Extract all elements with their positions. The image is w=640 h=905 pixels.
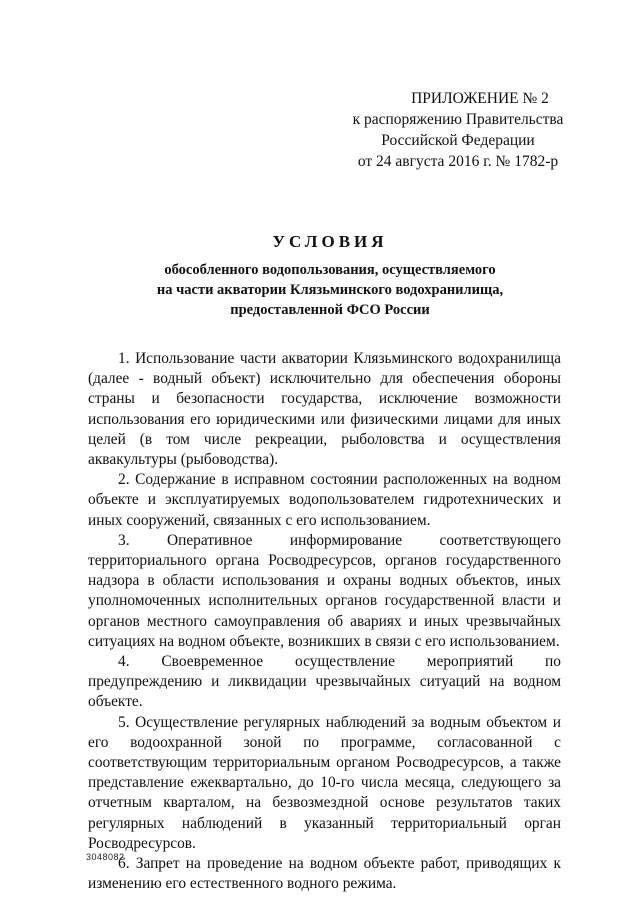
paragraph-1: 1. Использование части акватории Клязьминского водохранилища (далее - водный объект) исключительно для обеспечения обороны страны и безопасности государства, исключение возможности использования его юридическими или физическими лицами для иных целей (в том числе рекреации, рыболовства и осуществления аквакультуры (рыбоводства). bbox=[88, 350, 561, 469]
paragraph-3: 3. Оперативное информирование соответствующего территориального органа Росводресурсов, органов государственного надзора в области использования и охраны водных объектов, иных уполномоченных исполнительных органов государственной власти и органов местного самоуправления об авариях и иных чрезвычайных ситуациях на водном объекте, возникших в связи с его использованием. bbox=[88, 531, 561, 650]
appendix-line-1: к распоряжению Правительства bbox=[352, 111, 564, 128]
paragraph-2: 2. Содержание в исправном состоянии расположенных на водном объекте и эксплуатируемых водопользователем гидротехнических и иных сооружений, связанных с его использованием. bbox=[88, 471, 561, 529]
paragraph-6: 6. Запрет на проведение на водном объекте работ, приводящих к изменению его естественного водного режима. bbox=[88, 855, 561, 893]
subtitle-line-3: предоставленной ФСО России bbox=[230, 302, 430, 318]
appendix-line-2: Российской Федерации bbox=[381, 132, 535, 149]
paragraph-4: 4. Своевременное осуществление мероприятий по предупреждению и ликвидации чрезвычайных ситуаций на водном объекте. bbox=[88, 653, 561, 711]
subtitle-line-1: обособленного водопользования, осуществляемого bbox=[164, 262, 496, 278]
appendix-header bbox=[338, 88, 578, 172]
subtitle-line-2: на части акватории Клязьминского водохранилища, bbox=[156, 282, 504, 298]
appendix-label: ПРИЛОЖЕНИЕ № 2 bbox=[411, 90, 549, 107]
document-title: УСЛОВИЯ bbox=[272, 232, 388, 251]
footer-document-code: 3048082 bbox=[86, 852, 125, 862]
document-body bbox=[88, 349, 561, 894]
document-subtitle bbox=[80, 260, 580, 320]
paragraph-5: 5. Осуществление регулярных наблюдений за водным объектом и его водоохранной зоной по программе, согласованной с соответствующим территориальным органом Росводресурсов, а также представление ежеквартально, до 10-го числа месяца, следующего за отчетным кварталом, на безвозмездной основе результатов таких регулярных наблюдений в указанный территориальный орган Росводресурсов. bbox=[88, 713, 561, 852]
appendix-line-3: от 24 августа 2016 г. № 1782-р bbox=[357, 153, 559, 170]
